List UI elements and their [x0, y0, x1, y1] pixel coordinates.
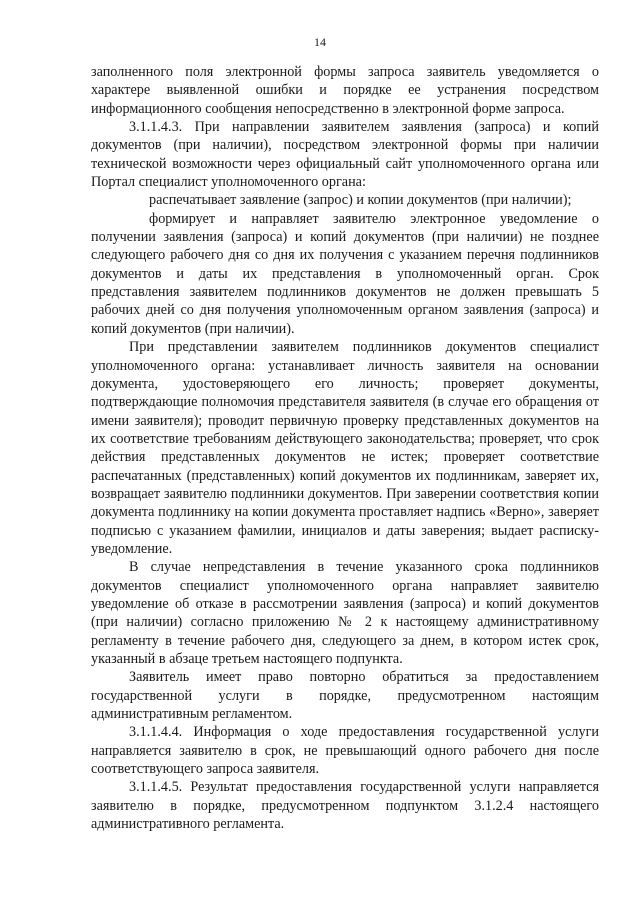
page-number: 14 — [314, 35, 326, 49]
paragraph: В случае непредставления в течение указанного срока подлинников документов специалист уполномоченного органа направляет заявителю уведомление об отказе в рассмотрении заявления (запроса) и копий документов (при наличии) согласно приложению № 2 к настоящему административному регламенту в течение рабочего дня, следующего за днем, в котором истек срок, указанный в абзаце третьем настоящего подпункта. — [91, 559, 599, 667]
paragraph: При представлении заявителем подлинников документов специалист уполномоченного органа: устанавливает личность заявителя на основании документа, удостоверяющего его личность; проверяет документы, подтверждающие полномочия представителя заявителя (в случае его обращения от имени заявителя); проводит первичную проверку представленных документов на их соответствие требованиям действующего законодательства; проверяет, что срок действия представленных документов не истек; проверяет соответствие распечатанных (представленных) копий документов их подлинникам, заверяет их, возвращает заявителю подлинники документов. При заверении соответствия копии документа подлиннику на копии документа проставляет надпись «Верно», заверяет подписью с указанием фамилии, инициалов и даты заверения; выдает расписку-уведомление. — [91, 339, 599, 557]
paragraph: 3.1.1.4.4. Информация о ходе предоставления государственной услуги направляется заявителю в срок, не превышающий одного рабочего дня после соответствующего запроса заявителя. — [91, 724, 599, 778]
paragraph: заполненного поля электронной формы запроса заявитель уведомляется о характере выявленной ошибки и порядке ее устранения посредством информационного сообщения непосредственно в электронной форме запроса. — [91, 64, 599, 117]
body-text — [91, 63, 599, 833]
paragraph: Заявитель имеет право повторно обратиться за предоставлением государственной услуги в порядке, предусмотренном настоящим административным регламентом. — [91, 669, 599, 723]
paragraph: формирует и направляет заявителю электронное уведомление о получении заявления (запроса) и копий документов (при наличии) не позднее следующего рабочего дня со дня их получения с указанием перечня подлинников документов и даты их представления в уполномоченный орган. Срок представления заявителем подлинников документов не должен превышать 5 рабочих дней со дня получения уполномоченным органом заявления (запроса) и копий документов (при наличии). — [91, 210, 599, 337]
paragraph: 3.1.1.4.5. Результат предоставления государственной услуги направляется заявителю в порядке, предусмотренном подпунктом 3.1.2.4 настоящего административного регламента. — [91, 779, 599, 833]
paragraph: распечатывает заявление (запрос) и копии документов (при наличии); — [149, 192, 572, 209]
paragraph: 3.1.1.4.3. При направлении заявителем заявления (запроса) и копий документов (при наличии), посредством электронной формы при наличии технической возможности через официальный сайт уполномоченного органа или Портал специалист уполномоченного органа: — [91, 119, 599, 191]
